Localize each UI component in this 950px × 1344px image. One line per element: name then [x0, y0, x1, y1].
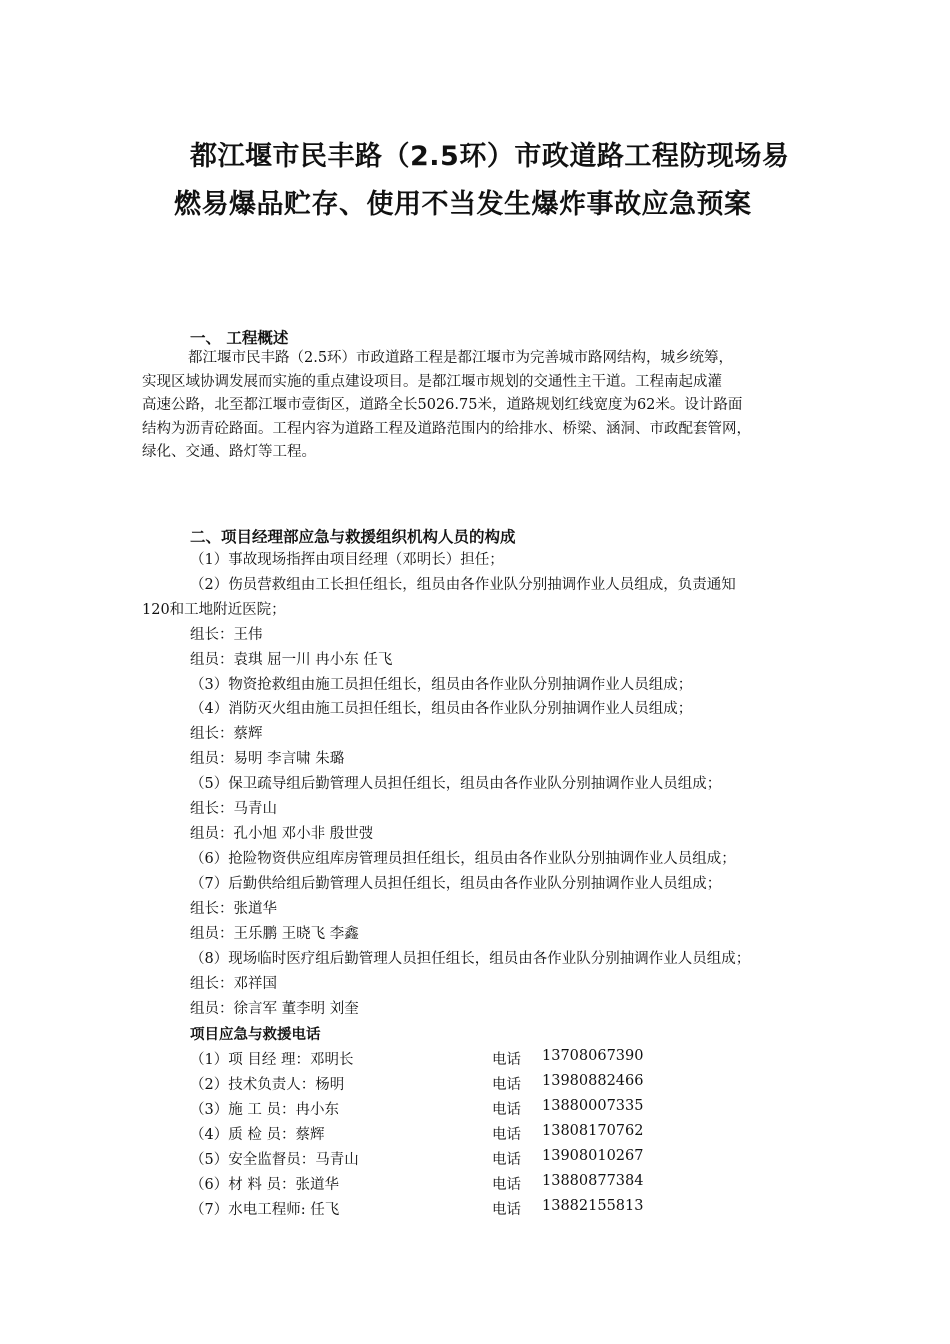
phone-row-label: （6）材 料 员：张道华	[190, 1177, 339, 1193]
org-line: （4）消防灭火组由施工员担任组长，组员由各作业队分别抽调作业人员组成；	[190, 701, 693, 717]
phone-row-number: 13908010267	[542, 1148, 644, 1164]
paragraph-line: 绿化、交通、路灯等工程。	[142, 444, 316, 460]
org-line: （1）事故现场指挥由项目经理（邓明长）担任；	[190, 552, 504, 568]
org-line: （5）保卫疏导组后勤管理人员担任组长，组员由各作业队分别抽调作业人员组成；	[190, 776, 722, 792]
phone-row-label: （7）水电工程师: 任飞	[190, 1202, 340, 1218]
org-line: （6）抢险物资供应组库房管理员担任组长，组员由各作业队分别抽调作业人员组成；	[190, 851, 736, 867]
paragraph-line: 高速公路，北至都江堰市壹街区，道路全长5026.75米，道路规划红线宽度为62米。设计路面	[142, 397, 743, 413]
phone-row-word: 电话	[492, 1177, 521, 1193]
document-title-line-1: 都江堰市民丰路（2.5环）市政道路工程防现场易	[190, 141, 790, 172]
org-line: 组长：王伟	[190, 627, 263, 643]
phone-row-word: 电话	[492, 1052, 521, 1068]
org-line: 120和工地附近医院；	[142, 602, 286, 618]
section-1-paragraph	[142, 347, 822, 465]
org-line: 组员：徐言军 董李明 刘奎	[190, 1001, 359, 1017]
phone-row-word: 电话	[492, 1127, 521, 1143]
phone-row-word: 电话	[492, 1202, 521, 1218]
phone-row-number: 13882155813	[542, 1198, 644, 1214]
phone-row-label: （3）施 工 员：冉小东	[190, 1102, 339, 1118]
phone-row-word: 电话	[492, 1077, 521, 1093]
paragraph-line: 实现区域协调发展而实施的重点建设项目。是都江堰市规划的交通性主干道。工程南起成灌	[142, 373, 722, 390]
phone-row-label: （4）质 检 员：蔡辉	[190, 1127, 325, 1143]
org-line: 组员：易明 李言啸 朱璐	[190, 751, 345, 767]
phone-row-word: 电话	[492, 1102, 521, 1118]
phone-row-number: 13808170762	[542, 1123, 644, 1139]
phone-row-label: （5）安全监督员：马青山	[190, 1152, 359, 1168]
phone-row-label: （1）项 目经 理：邓明长	[190, 1052, 354, 1068]
section-1-heading: 一、 工程概述	[190, 329, 289, 347]
phones-heading: 项目应急与救援电话	[190, 1027, 321, 1043]
phone-row-word: 电话	[492, 1152, 521, 1168]
phone-row-label: （2）技术负责人：杨明	[190, 1077, 345, 1093]
phone-row-number: 13708067390	[542, 1048, 644, 1064]
org-line: （3）物资抢救组由施工员担任组长，组员由各作业队分别抽调作业人员组成；	[190, 677, 693, 693]
org-line: 组长：张道华	[190, 901, 277, 917]
org-line: （7）后勤供给组后勤管理人员担任组长，组员由各作业队分别抽调作业人员组成；	[190, 876, 722, 892]
paragraph-line: 都江堰市民丰路（2.5环）市政道路工程是都江堰市为完善城市路网结构，城乡统筹，	[188, 350, 734, 366]
paragraph-line: 结构为沥青砼路面。工程内容为道路工程及道路范围内的给排水、桥梁、涵洞、市政配套管网，	[142, 420, 751, 437]
phone-row-number: 13880877384	[542, 1173, 644, 1189]
phone-row-number: 13880007335	[542, 1098, 644, 1114]
org-line: 组长：马青山	[190, 801, 277, 817]
org-line: 组员：王乐鹏 王晓飞 李鑫	[190, 926, 359, 942]
org-line: 组员：孔小旭 邓小非 殷世弢	[190, 826, 374, 842]
org-line: 组员：袁琪 屈一川 冉小东 任飞	[190, 652, 393, 668]
section-2-heading: 二、项目经理部应急与救援组织机构人员的构成	[190, 528, 516, 546]
org-line: （2）伤员营救组由工长担任组长，组员由各作业队分别抽调作业人员组成，负责通知	[190, 577, 736, 593]
phone-row-number: 13980882466	[542, 1073, 644, 1089]
org-line: （8）现场临时医疗组后勤管理人员担任组长，组员由各作业队分别抽调作业人员组成；	[190, 951, 751, 967]
document-title-line-2: 燃易爆品贮存、使用不当发生爆炸事故应急预案	[174, 189, 752, 220]
org-line: 组长：蔡辉	[190, 726, 263, 742]
org-line: 组长：邓祥国	[190, 976, 277, 992]
